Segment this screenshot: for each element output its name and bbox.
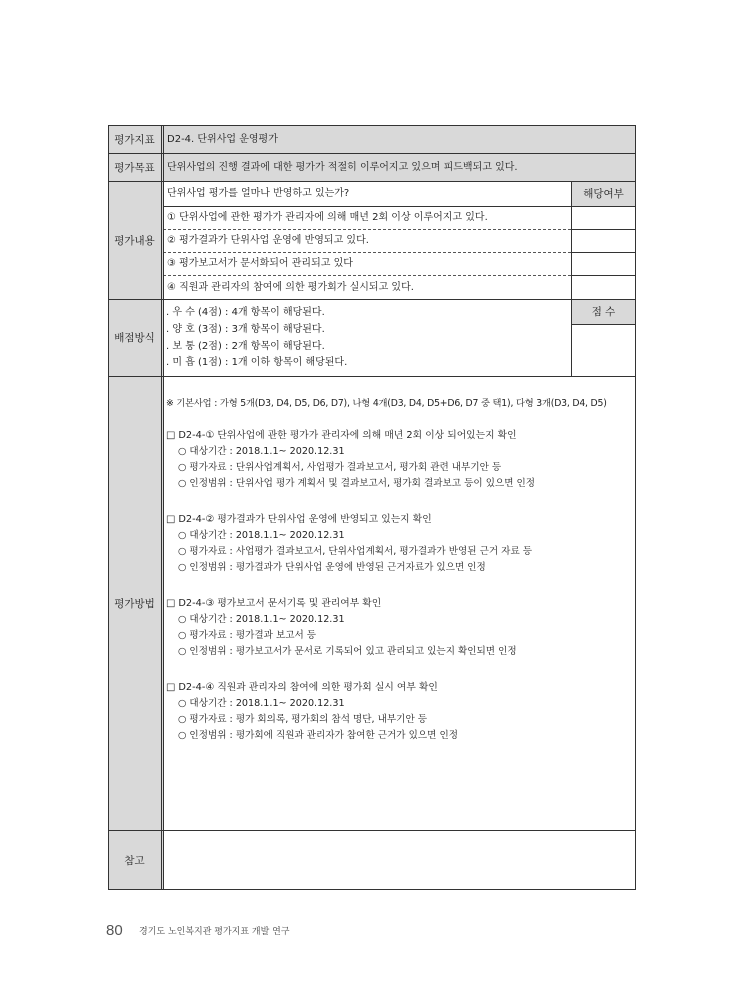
- method-section-2: [166, 512, 535, 576]
- method-section-line: ○ 대상기간 : 2018.1.1~ 2020.12.31: [178, 530, 345, 541]
- score-header: 점 수: [591, 306, 616, 318]
- indicator-label: 평가지표: [114, 133, 155, 146]
- method-section-1: [166, 428, 535, 492]
- method-section-line: ○ 인정범위 : 평가회에 직원과 관리자가 참여한 근거가 있으면 인정: [178, 730, 459, 741]
- method-note: ※ 기본사업 : 가형 5개(D3, D4, D5, D6, D7), 나형 4개(D3, D4, D5+D6, D7 중 택1), 다형 3개(D3, D4, D5): [166, 398, 607, 409]
- scoring-label: 배점방식: [114, 332, 155, 344]
- reference-label: 참고: [124, 854, 145, 867]
- method-section-line: ○ 인정범위 : 평가보고서가 문서로 기록되어 있고 관리되고 있는지 확인되면 인정: [178, 646, 517, 657]
- method-section-4: [166, 680, 535, 744]
- method-section-title: □ D2-4-② 평가결과가 단위사업 운영에 반영되고 있는지 확인: [166, 514, 432, 525]
- indicator-value: D2-4. 단위사업 운영평가: [167, 134, 278, 145]
- method-section-line: ○ 평가자료 : 사업평가 결과보고서, 단위사업계획서, 평가결과가 반영된 근거 자료 등: [178, 546, 533, 557]
- method-section-line: ○ 인정범위 : 평가결과가 단위사업 운영에 반영된 근거자료가 있으면 인정: [178, 562, 486, 573]
- method-section-line: ○ 평가자료 : 평가결과 보고서 등: [178, 630, 317, 641]
- method-section-title: □ D2-4-④ 직원과 관리자의 참여에 의한 평가회 실시 여부 확인: [166, 682, 438, 693]
- method-section-title: □ D2-4-③ 평가보고서 문서기록 및 관리여부 확인: [166, 598, 382, 609]
- method-section-line: ○ 대상기간 : 2018.1.1~ 2020.12.31: [178, 698, 345, 709]
- content-item-1: ① 단위사업에 관한 평가가 관리자에 의해 매년 2회 이상 이루어지고 있다.: [167, 212, 488, 223]
- scoring-item-1: . 우 수 (4점) : 4개 항목이 해당된다.: [166, 307, 325, 318]
- goal-value: 단위사업의 진행 결과에 대한 평가가 적절히 이루어지고 있으며 피드백되고 있다.: [167, 162, 518, 173]
- goal-label: 평가목표: [114, 161, 155, 174]
- content-item-3: ③ 평가보고서가 문서화되어 관리되고 있다: [167, 258, 353, 269]
- content-label: 평가내용: [114, 234, 155, 247]
- content-question: 단위사업 평가를 얼마나 반영하고 있는가?: [167, 188, 350, 199]
- scoring-item-2: . 양 호 (3점) : 3개 항목이 해당된다.: [166, 324, 325, 335]
- footer-title: 경기도 노인복지관 평가지표 개발 연구: [139, 927, 290, 937]
- applicable-header: 해당여부: [583, 188, 624, 200]
- method-section-line: ○ 평가자료 : 평가 회의록, 평가회의 참석 명단, 내부기안 등: [178, 714, 428, 725]
- method-section-3: [166, 596, 535, 660]
- method-label: 평가방법: [114, 597, 155, 610]
- method-section-title: □ D2-4-① 단위사업에 관한 평가가 관리자에 의해 매년 2회 이상 되어있는지 확인: [166, 430, 517, 441]
- method-section-line: ○ 대상기간 : 2018.1.1~ 2020.12.31: [178, 614, 345, 625]
- content-item-4: ④ 직원과 관리자의 참여에 의한 평가회가 실시되고 있다.: [167, 282, 414, 293]
- page-number: 80: [106, 922, 123, 939]
- method-section-line: ○ 평가자료 : 단위사업계획서, 사업평가 결과보고서, 평가회 관련 내부기안 등: [178, 462, 502, 473]
- scoring-item-4: . 미 흡 (1점) : 1개 이하 항목이 해당된다.: [166, 357, 348, 368]
- content-item-2: ② 평가결과가 단위사업 운영에 반영되고 있다.: [167, 235, 369, 246]
- method-section-line: ○ 인정범위 : 단위사업 평가 계획서 및 결과보고서, 평가회 결과보고 등이 있으면 인정: [178, 478, 536, 489]
- scoring-item-3: . 보 통 (2점) : 2개 항목이 해당된다.: [166, 341, 325, 352]
- method-section-line: ○ 대상기간 : 2018.1.1~ 2020.12.31: [178, 446, 345, 457]
- method-sections: [166, 428, 535, 744]
